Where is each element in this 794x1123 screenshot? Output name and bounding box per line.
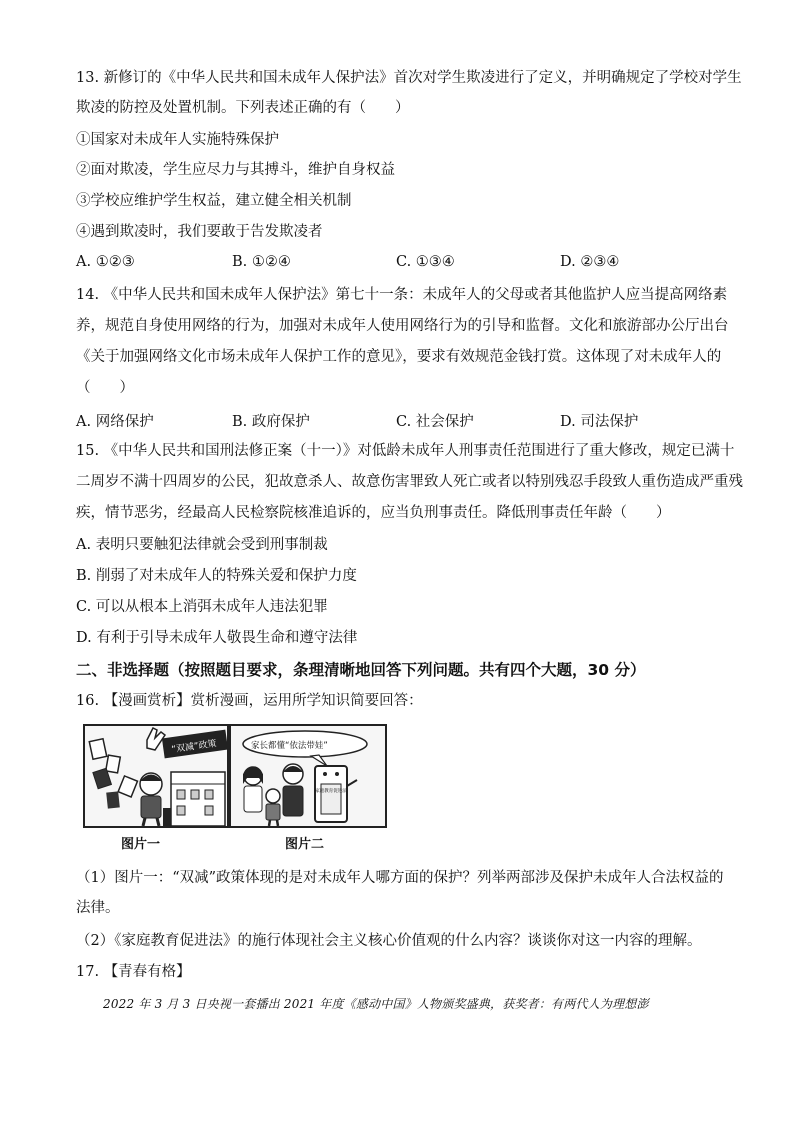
q15-option-c[interactable]: C. 可以从根本上消弭未成年人违法犯罪 xyxy=(76,599,328,615)
q13-statement-3: ③学校应维护学生权益，建立健全相关机制 xyxy=(76,193,352,209)
q15-option-d[interactable]: D. 有利于引导未成年人敬畏生命和遵守法律 xyxy=(76,630,358,646)
q16-sub1-line1: （1）图片一：“双减”政策体现的是对未成年人哪方面的保护？列举两部涉及保护未成年人合法权益的 xyxy=(76,870,724,886)
q15-stem-line3: 疾，情节恶劣，经最高人民检察院核准追诉的，应当负刑事责任。降低刑事责任年龄（ ） xyxy=(76,505,671,521)
q14-stem-line2: 养，规范自身使用网络的行为，加强对未成年人使用网络行为的引导和监督。文化和旅游部办公厅出台 xyxy=(76,318,729,334)
q15-option-b[interactable]: B. 削弱了对未成年人的特殊关爱和保护力度 xyxy=(76,568,357,584)
comic-caption-1: 图片一 xyxy=(121,837,161,852)
q13-option-d[interactable]: D. ②③④ xyxy=(560,254,620,270)
q14-stem-line4: （ ） xyxy=(76,380,134,396)
q17-passage-line1: 2022 年 3 月 3 日央视一套播出 2021 年度《感动中国》人物颁奖盛典，获奖者：有两代人为理想澎 xyxy=(103,997,649,1011)
q13-stem-line1: 13. 新修订的《中华人民共和国未成年人保护法》首次对学生欺凌进行了定义，并明确规定了学校对学生 xyxy=(76,70,742,86)
q14-stem-line1: 14. 《中华人民共和国未成年人保护法》第七十一条：未成年人的父母或者其他监护人应当提高网络素 xyxy=(76,287,728,303)
q13-options xyxy=(76,254,716,274)
q14-stem-line3: 《关于加强网络文化市场未成年人保护工作的意见》，要求有效规范金钱打赏。这体现了对未成年人的 xyxy=(76,349,722,365)
q16-sub1-line2: 法律。 xyxy=(76,900,120,916)
q14-option-c[interactable]: C. 社会保护 xyxy=(396,414,474,430)
comic-2-illustration xyxy=(231,726,385,826)
q13-statement-1: ①国家对未成年人实施特殊保护 xyxy=(76,132,279,148)
q13-option-c[interactable]: C. ①③④ xyxy=(396,254,455,270)
comic-2-bubble-text: 家长都懂“依法带娃” xyxy=(251,741,328,751)
comic-picture-1 xyxy=(83,724,229,828)
q15-option-a[interactable]: A. 表明只要触犯法律就会受到刑事制裁 xyxy=(76,537,328,553)
comic-1-sign-text: “双减”政策 xyxy=(170,739,218,756)
q13-statement-4: ④遇到欺凌时，我们要敢于告发欺凌者 xyxy=(76,224,323,240)
comic-1-illustration xyxy=(85,726,227,826)
q15-stem-line2: 二周岁不满十四周岁的公民，犯故意杀人、故意伤害罪致人死亡或者以特别残忍手段致人重伤造成严重残 xyxy=(76,474,743,490)
q13-option-b[interactable]: B. ①②④ xyxy=(232,254,291,270)
q17-stem: 17. 【青春有格】 xyxy=(76,964,191,980)
comic-picture-2 xyxy=(229,724,387,828)
q13-statement-2: ②面对欺凌，学生应尽力与其搏斗，维护自身权益 xyxy=(76,162,395,178)
comic-2-book-title: 家庭教育促进法 xyxy=(315,789,347,794)
q14-option-b[interactable]: B. 政府保护 xyxy=(232,414,310,430)
q15-stem-line1: 15. 《中华人民共和国刑法修正案（十一）》对低龄未成年人刑事责任范围进行了重大修改，规定已满十 xyxy=(76,443,735,459)
q13-stem-line2: 欺凌的防控及处置机制。下列表述正确的有（ ） xyxy=(76,100,410,116)
section-2-heading: 二、非选择题（按照题目要求，条理清晰地回答下列问题。共有四个大题，30 分） xyxy=(76,661,646,679)
q16-sub2: （2）《家庭教育促进法》的施行体现社会主义核心价值观的什么内容？谈谈你对这一内容的理解。 xyxy=(76,933,702,949)
q13-option-a[interactable]: A. ①②③ xyxy=(76,254,135,270)
q16-stem: 16. 【漫画赏析】赏析漫画，运用所学知识简要回答： xyxy=(76,693,423,709)
q14-options xyxy=(76,410,716,430)
comic-caption-2: 图片二 xyxy=(285,837,325,852)
q14-option-a[interactable]: A. 网络保护 xyxy=(76,414,154,430)
q14-option-d[interactable]: D. 司法保护 xyxy=(560,414,639,430)
